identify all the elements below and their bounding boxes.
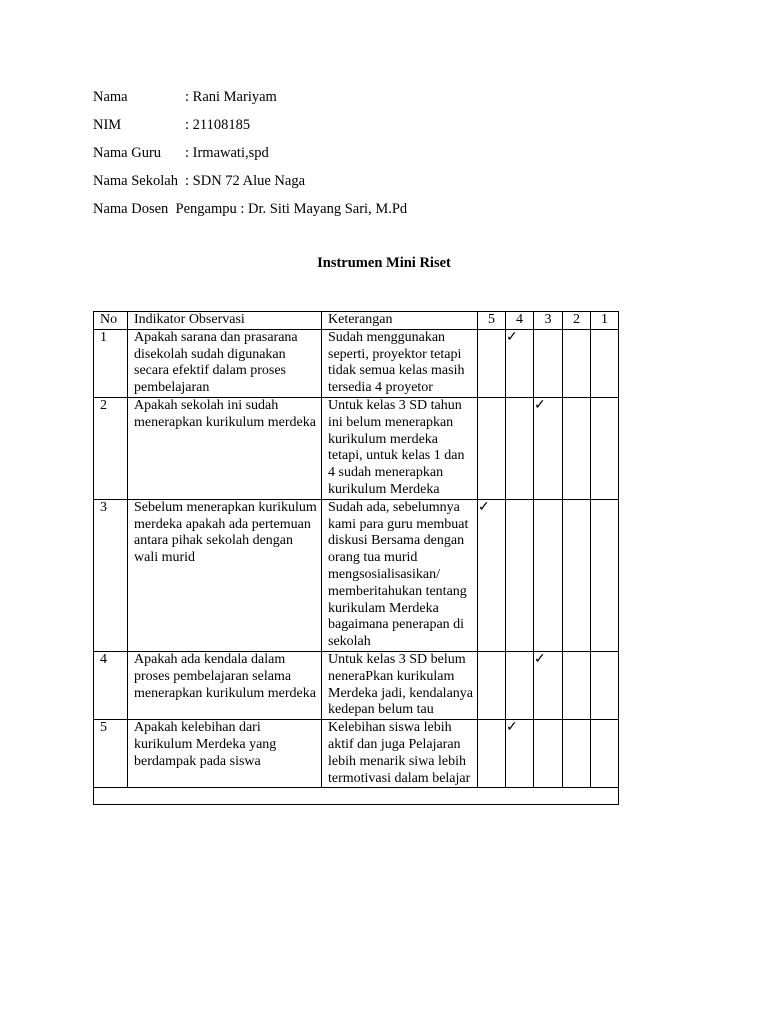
header-keterangan: Keterangan xyxy=(322,312,478,330)
row-keterangan: Sudah menggunakan seperti, proyektor tetapi tidak semua kelas masih tersedia 4 proyetor xyxy=(322,329,478,397)
table-row xyxy=(94,397,619,499)
row-indikator: Apakah sarana dan prasarana disekolah sudah digunakan secara efektif dalam proses pembelajaran xyxy=(128,329,322,397)
row-keterangan: Sudah ada, sebelumnya kami para guru membuat diskusi Bersama dengan orang tua murid mengsosialisasikan/ memberitahukan tentang kurikulam Merdeka bagaimana penerapan di sekolah xyxy=(322,499,478,651)
score-cell-1 xyxy=(591,651,619,719)
row-number: 5 xyxy=(94,720,128,788)
header-score-3: 3 xyxy=(534,312,563,330)
row-number: 2 xyxy=(94,397,128,499)
info-row-nama xyxy=(93,87,407,115)
score-cell-1 xyxy=(591,499,619,651)
row-keterangan: Untuk kelas 3 SD belum neneraPkan kurikulam Merdeka jadi, kendalanya kedepan belum tau xyxy=(322,651,478,719)
score-cell-5 xyxy=(478,499,506,651)
score-cell-5 xyxy=(478,651,506,719)
header-no: No xyxy=(94,312,128,330)
info-row-nim xyxy=(93,115,407,143)
score-cell-4 xyxy=(506,499,534,651)
check-mark-icon: ✓ xyxy=(534,397,546,413)
identity-block xyxy=(93,87,407,227)
info-label: Nama Guru xyxy=(93,145,162,161)
header-indikator: Indikator Observasi xyxy=(128,312,322,330)
score-cell-5 xyxy=(478,720,506,788)
score-cell-3 xyxy=(534,651,563,719)
score-cell-1 xyxy=(591,329,619,397)
score-cell-3 xyxy=(534,720,563,788)
info-row-nama-sekolah xyxy=(93,171,407,199)
row-number: 3 xyxy=(94,499,128,651)
row-indikator: Apakah sekolah ini sudah menerapkan kurikulum merdeka xyxy=(128,397,322,499)
score-cell-2 xyxy=(563,329,591,397)
info-value: : Dr. Siti Mayang Sari, M.Pd xyxy=(236,201,408,217)
header-score-1: 1 xyxy=(591,312,619,330)
row-indikator: Apakah kelebihan dari kurikulum Merdeka yang berdampak pada siswa xyxy=(128,720,322,788)
info-row-nama-guru xyxy=(93,143,407,171)
score-cell-3 xyxy=(534,329,563,397)
score-cell-5 xyxy=(478,397,506,499)
score-cell-2 xyxy=(563,651,591,719)
info-label: Nama xyxy=(93,89,128,105)
table-row xyxy=(94,499,619,651)
score-cell-3 xyxy=(534,397,563,499)
info-value: : SDN 72 Alue Naga xyxy=(185,173,306,189)
check-mark-icon: ✓ xyxy=(506,720,518,736)
document-title: Instrumen Mini Riset xyxy=(317,255,451,271)
score-cell-4 xyxy=(506,397,534,499)
row-indikator: Apakah ada kendala dalam proses pembelajaran selama menerapkan kurikulum merdeka xyxy=(128,651,322,719)
header-score-4: 4 xyxy=(506,312,534,330)
score-cell-3 xyxy=(534,499,563,651)
score-cell-4 xyxy=(506,651,534,719)
row-number: 4 xyxy=(94,651,128,719)
score-cell-1 xyxy=(591,720,619,788)
empty-cell xyxy=(94,788,619,805)
table-row xyxy=(94,329,619,397)
table-row xyxy=(94,651,619,719)
row-indikator: Sebelum menerapkan kurikulum merdeka apakah ada pertemuan antara pihak sekolah dengan wali murid xyxy=(128,499,322,651)
empty-row xyxy=(94,788,619,805)
row-keterangan: Untuk kelas 3 SD tahun ini belum menerapkan kurikulum merdeka tetapi, untuk kelas 1 dan 4 sudah menerapkan kurikulum Merdeka xyxy=(322,397,478,499)
observation-table xyxy=(93,311,619,805)
header-score-5: 5 xyxy=(478,312,506,330)
info-label: Nama Dosen Pengampu xyxy=(93,201,237,217)
score-cell-1 xyxy=(591,397,619,499)
table-header-row xyxy=(94,312,619,330)
check-mark-icon: ✓ xyxy=(534,651,546,667)
score-cell-2 xyxy=(563,397,591,499)
header-score-2: 2 xyxy=(563,312,591,330)
table-body xyxy=(94,329,619,805)
row-keterangan: Kelebihan siswa lebih aktif dan juga Pelajaran lebih menarik siwa lebih termotivasi dalam belajar xyxy=(322,720,478,788)
check-mark-icon: ✓ xyxy=(478,499,490,515)
info-label: Nama Sekolah xyxy=(93,173,178,189)
info-label: NIM xyxy=(93,117,122,133)
info-value: : Rani Mariyam xyxy=(185,89,277,105)
score-cell-2 xyxy=(563,499,591,651)
check-mark-icon: ✓ xyxy=(506,329,518,345)
table-row xyxy=(94,720,619,788)
info-row-nama-dosen xyxy=(93,199,407,227)
info-value: : Irmawati,spd xyxy=(185,145,269,161)
score-cell-4 xyxy=(506,720,534,788)
score-cell-5 xyxy=(478,329,506,397)
score-cell-4 xyxy=(506,329,534,397)
score-cell-2 xyxy=(563,720,591,788)
row-number: 1 xyxy=(94,329,128,397)
info-value: : 21108185 xyxy=(185,117,251,133)
